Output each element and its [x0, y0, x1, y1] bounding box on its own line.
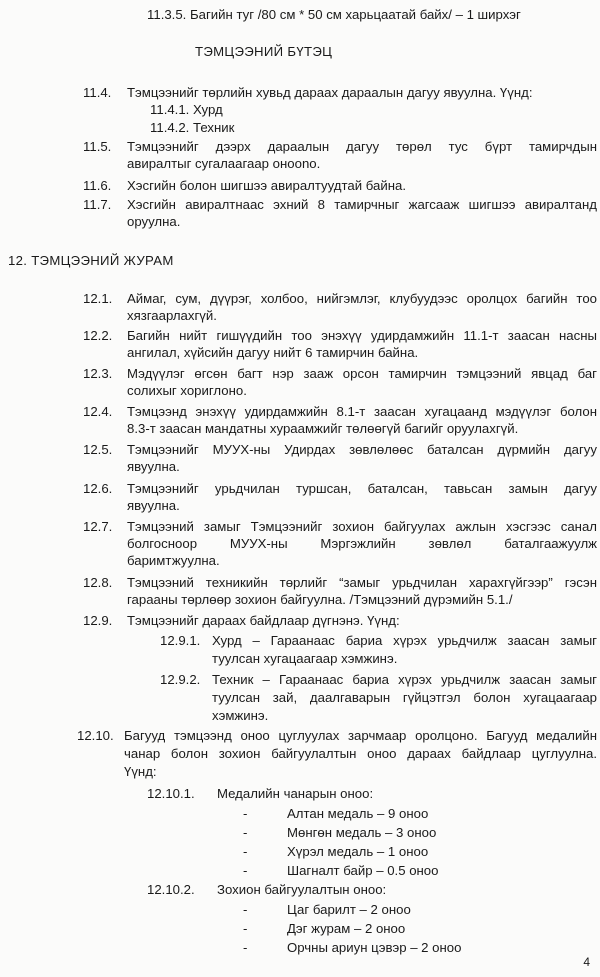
item-number: 11.7.	[83, 197, 112, 212]
sub-item-text: Техник – Гараанаас бариа хүрэх урьдчилж заасан замыг	[212, 672, 597, 687]
bullet-dash: -	[243, 940, 248, 955]
group-number: 12.10.1.	[147, 786, 195, 801]
item-text: Аймаг, сум, дүүрэг, холбоо, нийгэмлэг, клубуудээс оролцох багийн тоо	[127, 291, 597, 306]
item-text: авиралтыг сугалаагаар оноono.	[127, 156, 321, 171]
group-number: 12.10.2.	[147, 882, 195, 897]
list-item: Орчны ариун цэвэр – 2 оноо	[287, 940, 462, 955]
item-text: Багийн нийт гишүүдийн тоо энэхүү удирдамжийн 11.1-т заасан насны	[127, 328, 597, 343]
group-label: Зохион байгуулалтын оноо:	[217, 882, 387, 897]
item-number: 12.3.	[83, 366, 113, 381]
sub-item-text: Хурд – Гараанаас бариа хүрэх урьдчилж заасан замыг	[212, 633, 597, 648]
item-text: Хэсгийн болон шигшээ авиралтуудтай байна.	[127, 178, 406, 193]
section-rules-title: 12. ТЭМЦЭЭНИЙ ЖУРАМ	[8, 253, 174, 268]
item-text: баримтжуулна.	[127, 553, 220, 568]
item-number: 11.4.	[83, 85, 112, 100]
item-text: гарааны төрлөөр зохион байгуулна. /Тэмцээний дүрэмийн 5.1./	[127, 592, 513, 607]
item-text: Тэмцээний техникийн төрлийг “замыг урьдчилан харахгүйгээр” гэсэн	[127, 575, 597, 590]
bullet-dash: -	[243, 921, 248, 936]
item-text: Тэмцээнийг төрлийн хувьд дараах дараалын дагуу явуулна. Үүнд:	[127, 85, 533, 100]
item-text: солихыг хориглоно.	[127, 383, 247, 398]
item-number: 12.7.	[83, 519, 113, 534]
item-number: 12.10.	[77, 728, 114, 743]
item-text: чанар болон зохион байгуулалтын оноо дараах байдлаар цуглуулна.	[124, 746, 597, 761]
item-text: ангилал, хүйсийн дагуу нийт 6 тамирчин байна.	[127, 345, 419, 360]
list-item: Хүрэл медаль – 1 оноо	[287, 844, 429, 859]
list-item: Алтан медаль – 9 оноо	[287, 806, 429, 821]
item-number: 12.2.	[83, 328, 113, 343]
section-structure-title: ТЭМЦЭЭНИЙ БҮТЭЦ	[195, 44, 333, 59]
bullet-dash: -	[243, 863, 248, 878]
item-text: оруулна.	[127, 214, 181, 229]
item-number: 12.5.	[83, 442, 113, 457]
group-label: Медалийн чанарын оноо:	[217, 786, 374, 801]
page-number: 4	[583, 955, 590, 969]
sub-item: 11.4.2. Техник	[150, 120, 235, 135]
item-text: Мэдүүлэг өгсөн багт нэр зааж орсон тамирчин тэмцээний явцад баг	[127, 366, 597, 381]
bullet-dash: -	[243, 806, 248, 821]
item-text: 8.3-т заасан мандатны хураамжийг төлөөгүй багийг оруулахгүй.	[127, 421, 519, 436]
item-text: Тэмцээнд энэхүү удирдамжийн 8.1-т заасан хугацаанд мэдүүлэг болон	[127, 404, 597, 419]
sub-item-text: туулсан хугацаагаар хэмжинэ.	[212, 651, 398, 666]
bullet-dash: -	[243, 902, 248, 917]
item-text: явуулна.	[127, 498, 180, 513]
list-item: Шагналт байр – 0.5 оноо	[287, 863, 439, 878]
item-number: 12.6.	[83, 481, 113, 496]
item-number: 12.1.	[83, 291, 113, 306]
item-number: 11.6.	[83, 178, 112, 193]
item-number: 12.8.	[83, 575, 113, 590]
list-item: Цаг барилт – 2 оноо	[287, 902, 411, 917]
item-number: 12.9.	[83, 613, 113, 628]
item-text: явуулна.	[127, 459, 180, 474]
item-text: хязгаарлахгүй.	[127, 308, 217, 323]
item-number: 12.4.	[83, 404, 113, 419]
item-text: Багууд тэмцээнд оноо цуглуулах зарчмаар оролцоно. Багууд медалийн	[124, 728, 597, 743]
list-item: Мөнгөн медаль – 3 оноо	[287, 825, 437, 840]
item-text: Тэмцээнийг урьдчилан туршсан, баталсан, тавьсан замын дагуу	[127, 481, 597, 496]
item-number: 11.5.	[83, 139, 112, 154]
top-line: 11.3.5. Багийн туг /80 см * 50 см харьцаатай байх/ – 1 ширхэг	[147, 7, 521, 22]
sub-item-number: 12.9.2.	[160, 672, 201, 687]
item-text: Үүнд:	[124, 764, 157, 779]
bullet-dash: -	[243, 825, 248, 840]
sub-item-text: туулсан зай, даалгаварын гүйцэтгэл болон хугацаагаар	[212, 690, 597, 705]
item-text: Хэсгийн авиралтнаас эхний 8 тамирчныг жагсааж шигшээ авиралтанд	[127, 197, 597, 212]
sub-item-number: 12.9.1.	[160, 633, 201, 648]
sub-item: 11.4.1. Хурд	[150, 102, 223, 117]
item-text: Тэмцээнийг МУУХ-ны Удирдах зөвлөлөөс баталсан дүрмийн дагуу	[127, 442, 597, 457]
item-text: Тэмцээнийг дээрх дараалын дагуу төрөл тус бүрт тамирчдын	[127, 139, 597, 154]
bullet-dash: -	[243, 844, 248, 859]
list-item: Дэг журам – 2 оноо	[287, 921, 406, 936]
item-text: Тэмцээний замыг Тэмцээнийг зохион байгуулах ажлын хэсгээс санал	[127, 519, 597, 534]
sub-item-text: хэмжинэ.	[212, 708, 269, 723]
item-text: болгосноор МУУХ-ны Мэргэжлийн зөвлөл баталгаажуулж	[127, 536, 597, 551]
item-text: Тэмцээнийг дараах байдлаар дүгнэнэ. Үүнд:	[127, 613, 400, 628]
